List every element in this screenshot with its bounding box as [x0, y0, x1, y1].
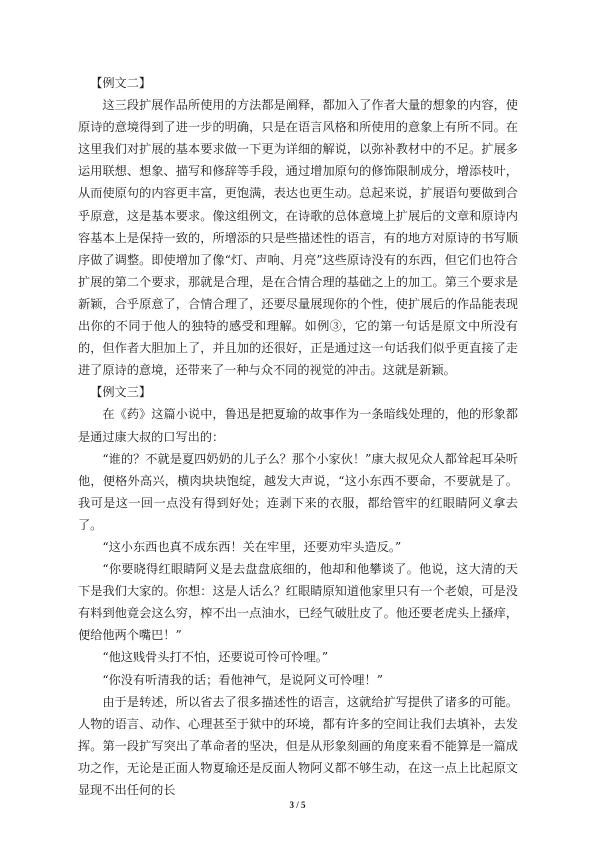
- section-heading: 【例文二】: [90, 76, 152, 90]
- quote-paragraph: “他这贱骨头打不怕，还要说可怜可怜哩。”: [102, 650, 329, 665]
- paragraph: 由于是转述，所以省去了很多描述性的语言，这就给扩写提供了诸多的可能。人物的语言、动作、心理甚至于狱中的环境，都有许多的空间让我们去填补，去发挥。第一段扩写突出了革命者的坚决，但是从形象刻画的角度来看不能算是一篇成功之作，无论是正面人物夏瑜还是反面人物阿义都不够生动，在这一点上比起原文显现不出任何的长: [78, 694, 518, 797]
- paragraph: 这三段扩展作品所使用的方法都是阐释，都加入了作者大量的想象的内容，使原诗的意境得到了进一步的明确，只是在语言风格和所使用的意象上有所不同。在这里我们对扩展的基本要求做一下更为详细的解说，以弥补教材中的不足。扩展多运用联想、想象、描写和修辞等手段，通过增加原句的修饰限制成分，增添枝叶，从而使原句的内容更丰富，更饱满，表达也更生动。总起来说，扩展语句要做到合乎原意，这是基本要求。像这组例文，在诗歌的总体意境上扩展后的文章和原诗内容基本上是保持一致的，所增添的只是些描述性的语言，有的地方对原诗的书写顺序做了调整。即使增加了像“灯、声响、月亮”这些原诗没有的东西，但它们也符合扩展的第二个要求，那就是合理，是在合情合理的基础之上的加工。第三个要求是新颖，合乎原意了，合情合理了，还要尽量展现你的个性，使扩展后的作品能表现出你的不同于他人的独特的感受和理解。如例③，它的第一句话是原文中所没有的，但作者大胆加上了，并且加的还很好，正是通过这一句话我们似乎更直接了走进了原诗的意境，还带来了一种与众不同的视觉的冲击。这就是新颖。: [78, 98, 518, 378]
- quote-paragraph: “谁的？不就是夏四奶奶的儿子么？那个小家伙！”康大叔见众人都耸起耳朵听他，便格外高兴，横肉块块饱绽，越发大声说，“这小东西不要命，不要就是了。我可是这一回一点没有得到好处；连剥下来的衣服，都给管牢的红眼睛阿义拿去了。: [78, 451, 518, 532]
- quote-paragraph: “你要晓得红眼睛阿义是去盘盘底细的，他却和他攀谈了。他说，这大清的天下是我们大家的。你想：这是人话么？红眼睛原知道他家里只有一个老娘，可是没有料到他竟会这么穷，榨不出一点油水，已经气破肚皮了。他还要老虎头上搔痒，便给他两个嘴巴！”: [78, 562, 518, 643]
- page-number: 3 / 5: [289, 800, 306, 810]
- paragraph: 在《药》这篇小说中，鲁迅是把夏瑜的故事作为一条暗线处理的，他的形象都是通过康大叔的口写出的：: [78, 407, 518, 444]
- quote-paragraph: “这小东西也真不成东西！关在牢里，还要劝牢头造反。”: [102, 539, 402, 554]
- document-body: [78, 72, 518, 801]
- quote-paragraph: “你没有听清我的话；看他神气，是说阿义可怜哩！”: [102, 672, 383, 687]
- section-heading: 【例文三】: [90, 385, 152, 400]
